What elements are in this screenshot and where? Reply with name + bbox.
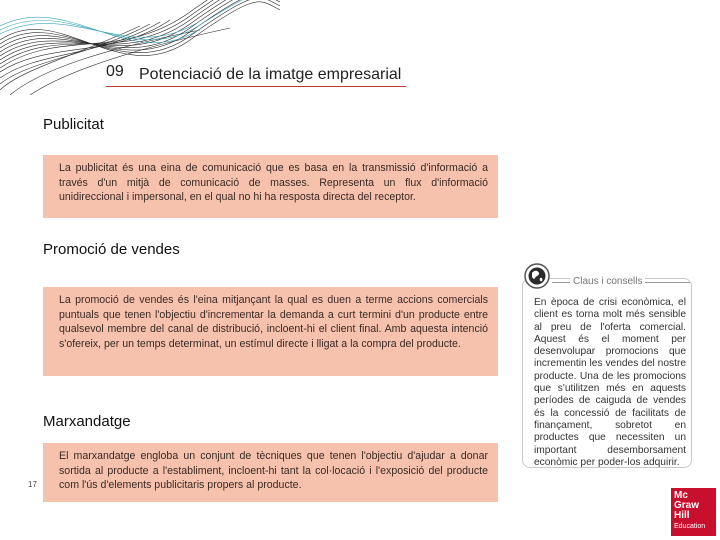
publisher-logo	[671, 488, 716, 536]
logo-line-4: Education	[674, 523, 706, 530]
definition-box-marxandatge: El marxandatge engloba un conjunt de tècniques que tenen l'objectiu d'ajudar a donar sortida al producte a l'establiment, incloent-hi tant la col·locació i l'exposició del producte com l'ús d'elements publicitaris propers al producte.	[43, 443, 498, 502]
definition-box-promocio: La promoció de vendes és l'eina mitjançant la qual es duen a terme accions comercials puntuals que tenen l'objectiu d'incrementar la demanda a curt termini d'un producte entre qualsevol membre del canal de distribució, incloent-hi el client final. Amb aquesta intenció s'ofereix, per un temps determinat, un estímul directe i lligat a la compra del producte.	[43, 287, 498, 376]
section-heading-publicitat: Publicitat	[43, 116, 104, 133]
tips-text: En època de crisi econòmica, el client es torna molt més sensible al preu de l'oferta comercial. Aquest és el moment per desenvolupar promocions que incrementin les vendes del nostre producte. Una de les promocions que s'utilitzen més en aquests períodes de caiguda de vendes és la concessió de facilitats de finançament, sobretot en productes que necessiten un important desemborsament econòmic per poder-los adquirir.	[534, 297, 686, 468]
chapter-header	[106, 62, 406, 87]
logo-line-1: Mc	[674, 490, 688, 501]
chapter-number: 09	[106, 63, 124, 80]
logo-line-3: Hill	[674, 510, 690, 521]
globe-icon	[524, 263, 550, 289]
definition-box-publicitat: La publicitat és una eina de comunicació que es basa en la transmissió d'informació a través d'un mitjà de comunicació de masses. Representa un flux d'informació unidireccional i impersonal, en el qual no hi ha resposta directa del receptor.	[43, 155, 498, 218]
page-number: 17	[28, 480, 37, 489]
logo-line-2: Graw	[674, 500, 700, 511]
section-heading-promocio: Promoció de vendes	[43, 241, 180, 258]
tips-title: Claus i consells	[570, 276, 645, 287]
section-heading-marxandatge: Marxandatge	[43, 413, 131, 430]
chapter-title: Potenciació de la imatge empresarial	[139, 66, 402, 83]
